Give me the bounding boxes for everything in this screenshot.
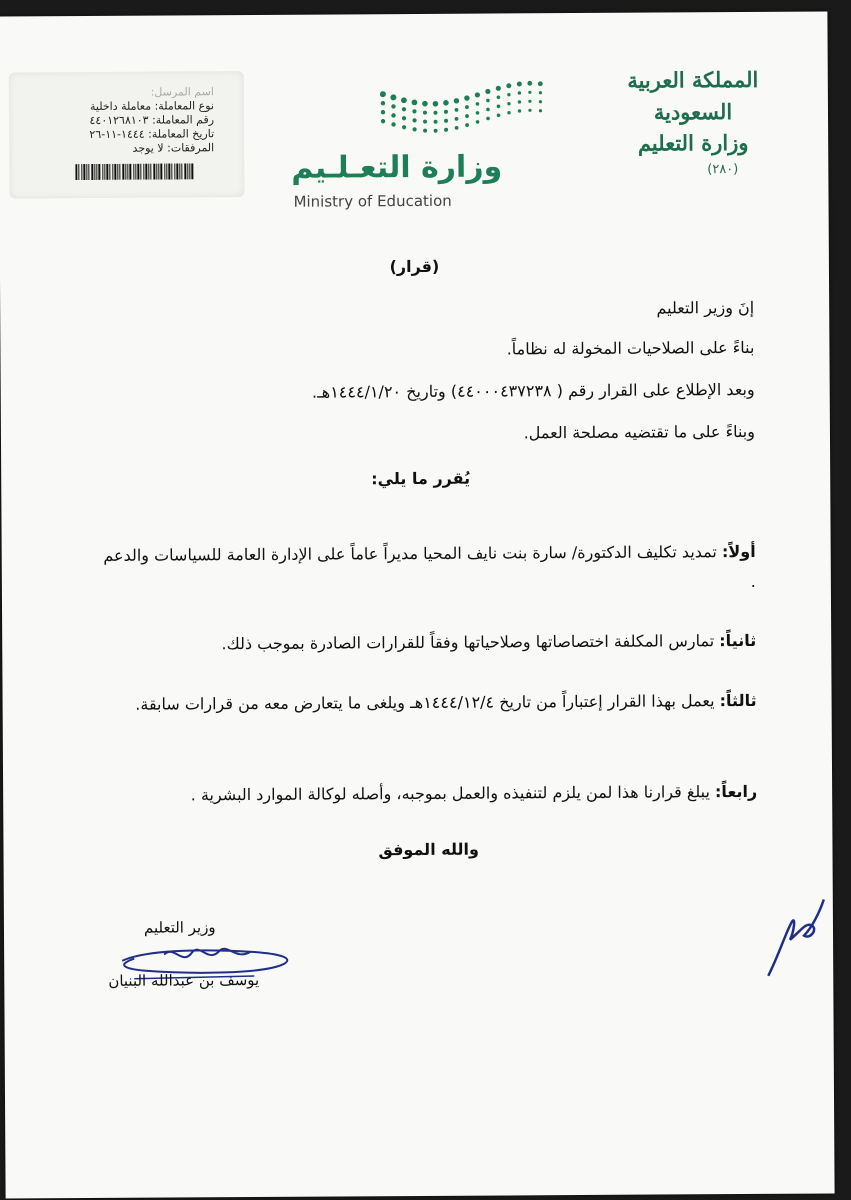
barcode-bar [135, 164, 136, 180]
barcode-bar [160, 164, 162, 180]
barcode-bar [174, 163, 175, 179]
barcode-bar [153, 164, 155, 180]
logo-dot [517, 81, 522, 86]
logo-dot [422, 101, 428, 107]
logo-dot [518, 91, 521, 94]
stamp-date: تاريخ المعاملة: ١٤٤٤-١١-٢٦ [89, 127, 215, 141]
item-text: تمديد تكليف الدكتورة/ سارة بنت نايف المحيا مديراً عاماً على الإدارة العامة للسياسات والدعم . [103, 542, 756, 591]
barcode-bar [145, 164, 147, 180]
barcode-bar [86, 164, 87, 180]
logo-dot [391, 122, 395, 126]
barcode-bar [158, 164, 159, 180]
barcode-bar [164, 164, 165, 180]
ministry-name: وزارة التعليم [637, 129, 749, 156]
logo-dot [539, 91, 542, 94]
decision-item-2 [94, 626, 756, 660]
barcode-bar [98, 164, 100, 180]
logo-dot [496, 86, 501, 91]
logo-dot [444, 110, 448, 114]
logo-dot [518, 109, 521, 112]
barcode-bar [189, 163, 190, 179]
logo-dot [476, 102, 480, 106]
decision-item-1 [94, 537, 756, 601]
logo-dot [465, 114, 469, 118]
logo-dot [465, 123, 469, 127]
document-page [0, 11, 835, 1198]
ministry-logo [279, 75, 550, 217]
barcode-bar [117, 164, 118, 180]
barcode-bar [88, 164, 89, 180]
logo-dot [412, 99, 418, 105]
logo-dot [455, 108, 459, 112]
logo-dot [380, 91, 386, 97]
barcode-bar [191, 163, 193, 179]
signatory-name: يوسف بن عبدالله البنيان [108, 970, 260, 990]
decision-title: (قرار) [389, 256, 440, 277]
logo-dot [486, 117, 490, 121]
barcode-bar [129, 164, 131, 180]
barcode-bar [137, 164, 139, 180]
closing-line: والله الموفق [378, 839, 479, 860]
intro-line: إنَ وزير التعليم [656, 297, 755, 318]
stamp-attachments: المرفقات: لا يوجد [132, 141, 215, 155]
basis-line-3: وبناءً على ما تقتضيه مصلحة العمل. [523, 421, 756, 443]
stamp-type: نوع المعاملة: معاملة داخلية [89, 99, 214, 113]
barcode-bar [133, 164, 134, 180]
transaction-stamp [9, 71, 245, 198]
logo-dots-icon [279, 75, 549, 147]
reference-number: (٢٨٠) [707, 162, 739, 178]
basis-line-1: بناءً على الصلاحيات المخولة له نظاماً. [506, 337, 755, 359]
logo-dot [402, 116, 406, 120]
logo-dot [423, 120, 427, 124]
logo-dot [381, 110, 385, 114]
logo-dot [528, 91, 531, 94]
logo-dot [444, 128, 448, 132]
decision-item-4 [95, 777, 757, 811]
barcode-bar [104, 164, 105, 180]
logo-dot [497, 95, 501, 99]
barcode-bar [125, 164, 126, 180]
item-label: ثالثاً: [719, 690, 757, 711]
logo-dot [539, 100, 542, 103]
item-label: رابعاً: [714, 781, 758, 802]
logo-dot [444, 119, 448, 123]
barcode-bar [122, 164, 124, 180]
logo-dot [412, 127, 416, 131]
logo-dot [527, 81, 532, 86]
barcode-bar [81, 164, 82, 180]
logo-dot [412, 109, 416, 113]
decides-heading: يُقرر ما يلي: [371, 468, 471, 489]
logo-dot [475, 92, 480, 97]
decision-item-3 [95, 686, 757, 720]
logo-dot [497, 113, 501, 117]
logo-dot [391, 113, 395, 117]
item-label: أولاً: [721, 541, 756, 562]
logo-dot [506, 83, 511, 88]
logo-dot [486, 108, 490, 112]
logo-dot [486, 99, 490, 103]
barcode-bar [109, 164, 110, 180]
logo-dot [391, 104, 395, 108]
barcode-bar [166, 164, 167, 180]
logo-dot [539, 109, 542, 112]
item-text: يبلغ قرارنا هذا لمن يلزم لتنفيذه والعمل بموجبه، وأصله لوكالة الموارد البشرية . [190, 782, 716, 805]
logo-dot [507, 93, 510, 96]
logo-dot [518, 100, 521, 103]
logo-dot [465, 105, 469, 109]
barcode-bar [119, 164, 120, 180]
barcode-bar [114, 164, 116, 180]
stamp-sender: اسم المرسل: [150, 85, 214, 99]
logo-dot [390, 94, 396, 100]
barcode-bar [94, 164, 95, 180]
logo-dot [455, 117, 459, 121]
logo-dot [423, 129, 427, 133]
logo-dot [381, 101, 385, 105]
logo-dot [464, 95, 469, 100]
logo-english-text: Ministry of Education [293, 191, 452, 211]
logo-dot [528, 109, 531, 112]
logo-dot [497, 104, 501, 108]
item-label: ثانياً: [719, 630, 757, 651]
logo-dot [538, 81, 543, 86]
logo-dot [402, 125, 406, 129]
barcode-bar [179, 163, 180, 179]
item-text: تمارس المكلفة اختصاصاتها وصلاحياتها وفقاً للقرارات الصادرة بموجب ذلك. [221, 631, 720, 654]
barcode-bar [181, 163, 182, 179]
barcode-bar [156, 164, 157, 180]
letterhead-right [588, 64, 799, 160]
barcode-bar [112, 164, 113, 180]
barcode-bar [91, 164, 93, 180]
logo-dot [433, 101, 439, 107]
barcode-bar [127, 164, 128, 180]
barcode-bar [150, 164, 151, 180]
barcode-bar [171, 163, 172, 179]
barcode-bar [106, 164, 108, 180]
barcode-bar [78, 164, 79, 180]
stamp-number: رقم المعاملة: ٤٤٠١٢٦٨١٠٣ [89, 113, 215, 127]
barcode-bar [83, 164, 85, 180]
logo-dot [412, 118, 416, 122]
logo-dot [454, 98, 459, 103]
logo-dot [443, 100, 449, 106]
barcode-bar [143, 164, 144, 180]
logo-dot [434, 120, 438, 124]
logo-dot [423, 111, 427, 115]
logo-dot [402, 107, 406, 111]
barcode-bar [96, 164, 97, 180]
barcode-icon [75, 163, 195, 180]
barcode-bar [184, 163, 186, 179]
kingdom-name: المملكة العربية السعودية [627, 66, 759, 125]
logo-dot [455, 126, 459, 130]
logo-dot [381, 119, 385, 123]
logo-arabic-text: وزارة التعـلـيم [291, 149, 503, 186]
barcode-bar [176, 163, 178, 179]
logo-dot [507, 111, 510, 114]
logo-dot [476, 111, 480, 115]
logo-dot [485, 89, 490, 94]
basis-line-2: وبعد الإطلاع على القرار رقم ( ٤٤٠٠٠٤٣٧٢٣٨) وتاريخ ١٤٤٤/١/٢٠هـ. [311, 379, 755, 402]
logo-dot [476, 120, 480, 124]
logo-dot [401, 97, 407, 103]
barcode-bar [102, 164, 103, 180]
barcode-bar [187, 163, 188, 179]
logo-dot [433, 111, 437, 115]
barcode-bar [140, 164, 141, 180]
logo-dot [528, 100, 531, 103]
handwritten-initials-icon [760, 891, 831, 981]
barcode-bar [148, 164, 149, 180]
signatory-title: وزير التعليم [143, 918, 216, 937]
barcode-bar [75, 164, 77, 180]
logo-dot [507, 102, 510, 105]
item-text: يعمل بهذا القرار إعتباراً من تاريخ ١٤٤٤/١٢/٤هـ ويلغى ما يتعارض معه من قرارات سابقة. [135, 691, 720, 714]
barcode-bar [168, 163, 170, 179]
logo-dot [434, 129, 438, 133]
